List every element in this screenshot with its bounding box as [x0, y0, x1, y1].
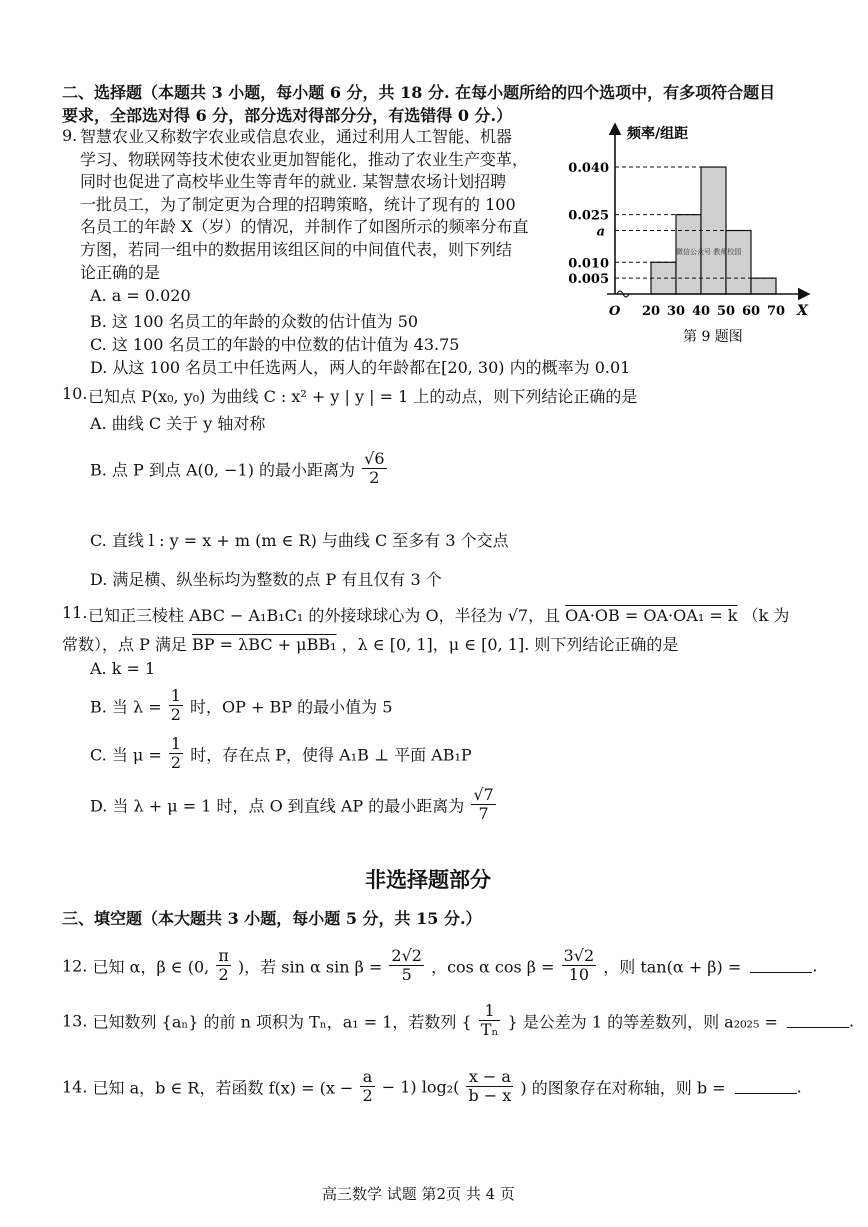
x-axis-label: X	[797, 303, 808, 319]
q11-line2-text: 常数），点 P 满足	[62, 635, 187, 654]
q13-answer-blank[interactable]	[787, 1013, 849, 1028]
x-tick-label: 70	[766, 304, 786, 319]
q11-line1	[88, 603, 789, 626]
x-tick-label: 20	[641, 304, 661, 319]
q10-option-c: C. 直线 l : y = x + m (m ∈ R) 与曲线 C 至多有 3 个交点	[90, 531, 509, 550]
q12-pi-fraction	[216, 947, 231, 985]
fraction-denominator: 2	[369, 468, 380, 488]
y-axis-title: 频率/组距	[627, 126, 689, 142]
q10-option-a: A. 曲线 C 关于 y 轴对称	[90, 414, 266, 433]
q12-number: 12.	[62, 956, 88, 976]
histogram-bar	[751, 278, 776, 294]
q9-stem-line: 学习、物联网等技术使农业更加智能化，推动了农业生产变革，	[80, 149, 529, 169]
q12-text: )，若 sin α sin β =	[237, 957, 383, 977]
q14-answer-blank[interactable]	[735, 1079, 797, 1094]
q14-number: 14.	[62, 1077, 88, 1097]
q13: 13. 已知数列 {aₙ} 的前 n 项积为 Tₙ，a₁ = 1，若数列 { $\frac{1}{\text{Tₙ}}$ } 是公差为 1 的等差数列，则 a₂₀₂₅ = .	[62, 1001, 855, 1040]
fraction-denominator: b − x	[468, 1086, 512, 1106]
section-2-heading-line2: 要求，全部选对得 6 分，部分选对得部分分，有选错得 0 分.）	[62, 106, 513, 125]
x-tick-label: 50	[716, 304, 736, 319]
fraction-denominator: 2	[362, 1086, 373, 1106]
fraction-numerator: x − a	[466, 1068, 513, 1087]
q11-option-a: A. k = 1	[90, 659, 156, 678]
q11-option-b-fraction	[169, 687, 183, 725]
q14-fraction-a	[360, 1068, 374, 1106]
q12-answer-blank[interactable]	[750, 958, 812, 973]
q9-number: 9.	[62, 126, 78, 145]
fraction-denominator: 2	[170, 705, 181, 725]
q9-option-a: A. a = 0.020	[90, 286, 191, 305]
q12-cos-fraction	[562, 947, 597, 985]
fraction-denominator: 10	[568, 965, 590, 985]
q11-option-b-text: B. 当 λ =	[90, 697, 162, 717]
q11-option-c-end: 时，存在点 P，使得 A₁B ⊥ 平面 AB₁P	[190, 745, 472, 765]
q11-line2-end: ，λ ∈ [0, 1]，μ ∈ [0, 1]. 则下列结论正确的是	[341, 635, 679, 654]
y-tick-label: a	[596, 224, 605, 240]
section-3-heading: 三、填空题（本大题共 3 小题，每小题 5 分，共 15 分.）	[62, 909, 482, 928]
q11-line1-vectors: OA·OB = OA·OA₁ = k	[565, 606, 738, 625]
q10-option-d: D. 满足横、纵坐标均为整数的点 P 有且仅有 3 个	[90, 570, 442, 589]
x-tick-label: 60	[741, 304, 761, 319]
q9-stem-line: 一批员工，为了制定更为合理的招聘策略，统计了现有的 100	[80, 194, 516, 214]
q11-option-d	[90, 786, 498, 824]
q10-number: 10.	[62, 384, 88, 403]
q11-option-d-text: D. 当 λ + μ = 1 时，点 O 到直线 AP 的最小距离为	[90, 796, 465, 816]
watermark: 微信公众号 教师校园	[676, 248, 742, 256]
page-footer: 高三数学 试题 第2页 共 4 页	[322, 1185, 515, 1203]
q9-histogram	[565, 118, 820, 348]
x-tick-label: 30	[666, 304, 686, 319]
q10-stem: 已知点 P(x₀, y₀) 为曲线 C : x² + y | y | = 1 上的动点，则下列结论正确的是	[88, 387, 638, 406]
figure-caption: 第 9 题图	[683, 329, 743, 345]
q14: 14. 已知 a，b ∈ R，若函数 f(x) = (x − $\frac{a}{2}$ − 1) log₂( $\frac{x - a}{b - x}$ ) 的图象存在对称轴，则 b = .	[62, 1067, 802, 1106]
q13-text: } 是公差为 1 的等差数列，则 a₂₀₂₅ =	[507, 1012, 778, 1032]
origin-label: O	[609, 304, 621, 319]
q11-option-c	[90, 735, 472, 773]
q10-option-b-fraction	[362, 450, 386, 488]
q13-text: 已知数列 {aₙ} 的前 n 项积为 Tₙ，a₁ = 1，若数列 {	[92, 1012, 472, 1032]
fraction-numerator: a	[360, 1068, 374, 1087]
fraction-numerator: 2√2	[391, 946, 422, 965]
y-tick-label: 0.005	[568, 272, 609, 288]
q11-line2-vectors: BP = λBC + μBB₁	[192, 635, 337, 654]
q12-sin-fraction	[389, 947, 424, 985]
q14-fraction-b	[466, 1068, 513, 1106]
fraction-denominator: 5	[401, 965, 412, 985]
q10-option-b-text: B. 点 P 到点 A(0, −1) 的最小距离为	[90, 460, 356, 480]
section-2-heading-line1: 二、选择题（本题共 3 小题，每小题 6 分，共 18 分. 在每小题所给的四个选项中，有多项符合题目	[62, 83, 776, 102]
q12: 12. 已知 α，β ∈ (0, $\frac{\pi}{2}$ )，若 sin α sin β = $\frac{2√2}{5}$ ，cos α cos β = $\frac{3√2}{10}$ ，则 tan(α + β) = .	[62, 946, 818, 985]
q11-line1-text: 已知正三棱柱 ABC − A₁B₁C₁ 的外接球球心为 O，半径为 √7，且	[88, 606, 561, 625]
fraction-denominator: 7	[478, 804, 489, 824]
q14-text: 已知 a，b ∈ R，若函数 f(x) = (x −	[92, 1078, 354, 1098]
fraction-denominator: 2	[218, 965, 229, 985]
q9-stem-line: 智慧农业又称数字农业或信息农业，通过利用人工智能、机器	[80, 127, 513, 146]
fraction-numerator: √6	[364, 449, 385, 468]
q14-text: − 1) log₂(	[381, 1077, 460, 1097]
q11-option-c-fraction	[169, 735, 183, 773]
q11-option-c-text: C. 当 μ =	[90, 745, 162, 765]
q9-stem-line: 方图，若同一组中的数据用该组区间的中间值代表，则下列结	[80, 239, 513, 259]
q12-text: ，则 tan(α + β) =	[603, 957, 742, 977]
fraction-numerator: 1	[479, 1002, 501, 1021]
y-tick-label: 0.025	[568, 208, 609, 224]
fraction-denominator: Tₙ	[480, 1020, 499, 1040]
q13-fraction	[479, 1002, 501, 1040]
fraction-denominator: 2	[170, 753, 182, 773]
q9-stem	[80, 126, 558, 284]
q12-text: ，cos α cos β =	[431, 957, 555, 977]
q9-option-c: C. 这 100 名员工的年龄的中位数的估计值为 43.75	[90, 335, 460, 354]
q11-line2	[62, 632, 678, 655]
q9-option-d: D. 从这 100 名员工中任选两人，两人的年龄都在[20, 30) 内的概率为 0.01	[90, 358, 631, 377]
y-tick-label: 0.010	[568, 256, 609, 272]
fraction-numerator: 3√2	[563, 946, 595, 965]
q14-text: ) 的图象存在对称轴，则 b =	[520, 1078, 726, 1098]
y-tick-label: 0.040	[568, 161, 609, 177]
q11-number: 11.	[62, 603, 88, 622]
fraction-numerator: π	[218, 946, 229, 965]
fraction-numerator: 1	[170, 686, 181, 705]
q11-option-b	[90, 687, 392, 725]
fraction-numerator: 1	[170, 734, 182, 753]
q11-line1-end: （k 为	[742, 606, 790, 625]
fraction-numerator: √7	[473, 785, 494, 804]
q11-option-b-end: 时，OP + BP 的最小值为 5	[190, 697, 393, 717]
part-title: 非选择题部分	[365, 868, 491, 892]
q9-stem-line: 名员工的年龄 X（岁）的情况，并制作了如图所示的频率分布直	[80, 217, 529, 237]
histogram-bar	[726, 231, 751, 294]
x-tick-label: 40	[691, 304, 711, 319]
q9-stem-line: 论正确的是	[80, 262, 161, 282]
q11-option-d-fraction	[471, 786, 495, 824]
q9-option-b: B. 这 100 名员工的年龄的众数的估计值为 50	[90, 312, 419, 331]
q9-stem-line: 同时也促进了高校毕业生等青年的就业. 某智慧农场计划招聘	[80, 172, 507, 192]
q10-option-b	[90, 450, 389, 488]
q12-text: 已知 α，β ∈ (0,	[92, 957, 210, 977]
q13-number: 13.	[62, 1011, 88, 1031]
